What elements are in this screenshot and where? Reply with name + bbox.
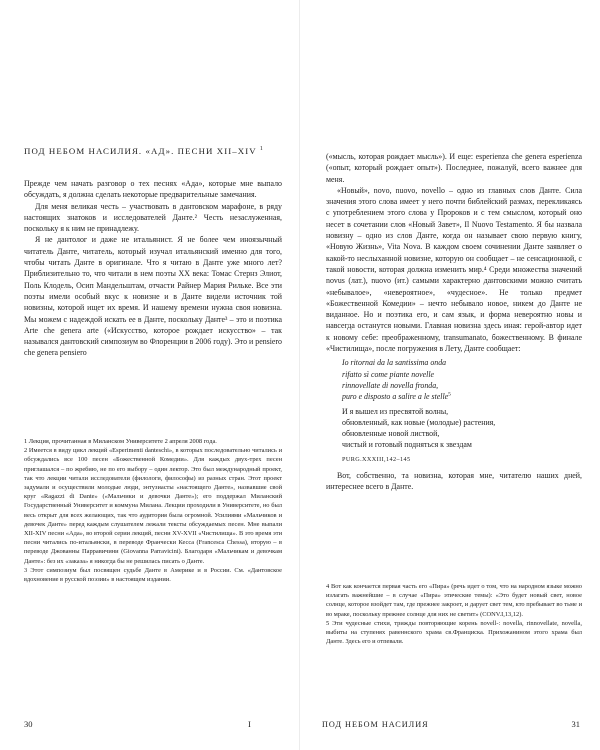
left-footnotes [24, 437, 282, 584]
verse-line: Io ritornai da la santissima onda [342, 358, 447, 368]
verse-line: puro e disposto a salire a le stelle [342, 392, 449, 402]
heading-footnote-ref: 1 [259, 146, 263, 153]
right-page [300, 0, 600, 750]
running-head: ПОД НЕБОМ НАСИЛИЯ [322, 720, 429, 729]
verse-footnote-ref: 5 [448, 391, 451, 398]
footnote: 3 Этот симпозиум был посвящен судьбе Данте в Америке и в России. См. «Дантовское вдохновение в русской поэзии» в настоящем издании. [24, 566, 282, 584]
right-body-text [326, 151, 582, 493]
verse-line: обновленные новой листвой, [342, 429, 440, 439]
page-number: 30 [24, 719, 33, 729]
verse-line: rifatto sì come piante novelle [342, 369, 435, 379]
paragraph: Прежде чем начать разговор о тех песнях «Ада», которые мне выпало обсуждать, я должна сделать некоторые предварительные замечания. [24, 179, 282, 200]
verse-line: И я вышел из пресвятой волны, [342, 406, 449, 416]
verse-line: rinnovellate di novella fronda, [342, 380, 439, 390]
footnote: 5 Эти чудесные стихи, трижды повторяющие корень novell-: novella, rinnovellate, novella, выбиты на ступенях равеннского храма св.Франциска. Прихожанином этого храма был Данте. Здесь его и отпевали. [326, 619, 582, 646]
paragraph: («мысль, которая рождает мысль»). И еще: esperienza che genera esperienza («опыт, который рождает опыт»). Последнее, пожалуй, всего важнее для меня. [326, 152, 582, 184]
page-number: 31 [571, 719, 580, 729]
verse-line: чистый и готовый подняться к звездам [342, 440, 472, 450]
footnote: 4 Вот как кончается первая часть его «Пира» (речь идет о том, что на народном языке можно излагать важнейшие – в случае «Пира» этические темы): «Это будет новый свет, новое солнце, которое взойдет там, где прежнее закроет, и дарует свет тем, кто пребывает во тьме и во мраке, поскольку прежнее солнце для них не светит» (CONV.I,13,12). [326, 583, 582, 618]
footnote: 1 Лекция, прочитанная в Миланском Университете 2 апреля 2008 года. [24, 438, 217, 445]
verse-line: обновленный, как новые (молодые) растения, [342, 417, 496, 427]
paragraph: Вот, собственно, та новизна, которая мне, читателю наших дней, интереснее всего в Данте. [326, 471, 582, 492]
verse-italian [342, 357, 582, 402]
verse-reference: PURG.XXXIII,142–145 [342, 455, 411, 463]
verse-russian [342, 406, 582, 451]
gutter-mark: I [248, 719, 251, 729]
paragraph: «Новый», novo, nuovo, novello – одно из главных слов Данте. Сила значения этого слова имеет у него почти библейский размах, перекликаясь с употреблением этого слова у Пророков и с тем смыслом, который оно несет в сочетании слов «Новый Завет», Il Nuovo Testamento. Я бы назвала новизну – одно из слов Данте, когда он называет свою первую книгу, «Новую Жизнь», Vita Nova. В каждом своем сочинении Данте заявляет о какой-то неслыханной новизне, которую он сообщает – не сенсационной, с такой новости, которая должна изменить мир.⁴ Среди множества значений novus (лат.), nuovo (ит.) самыми характерно дантовскими можно считать «небывалое», «невероятное», «чудесное». Не только предмет «Божественной Комедии» – нечто небывало новое, никем до Данте не виданное. Но и поэтика его, и сам язык, и форма невероятно новы и навсегда останутся новыми. Главная новизна здесь иная: герой-автор идет к новому себе: преображенному, transumanato, божественному. В финале «Чистилища», после погружения в Лету, Данте сообщает: [326, 185, 582, 354]
paragraph: Я не дантолог и даже не итальянист. Я не более чем иноязычный читатель Данте, читатель, который изучал итальянский именно для того, чтобы читать Данте в оригинале. Что я читаю в Данте уже много лет? Приблизительно то, что читали в нем поэты XX века: Томас Стернз Элиот, Поль Клодель, Осип Мандельштам, отчасти Райнер Мария Рильке. Все эти поэты имели особый вкус к новизне и в Данте видели источник той новизны, которой ищет их время. И нашему времени нужна своя новизна. Мы можем с надеждой искать ее в Данте, поскольку Данте³ – это и поэтика Arte che genera arte («Искусство, которое рождает искусство» – так назывался дантовский симпозиум во Флоренции в 2006 году). Это и pensiero che genera pensiero [24, 235, 282, 358]
right-footnotes [326, 582, 582, 646]
footnote: 2 Имеется в виду цикл лекций «Esperimenti danteschi», в которых последовательно читались и обсуждались все 100 песен «Божественной Комедии». Для каждых двух-трех песен приглашался – по жребию, не по его выбору – один лектор. Это был международный проект, так что лекции читали исследователи (филологи, философы) из разных стран. Этот проект задумали и осуществили молодые люди, энтузиасты «настоящего Данте», назвавшие свой круг «Ragazzi di Dante» («Мальчики и девочки Данте»); его поддержал Миланский Государственный Университет и коммуна Милана. Лекции проходили в Университете, но был весь открыт для всех желающих, так что аудитория была огромной. Усилиями «Мальчиков и девочек Данте» перед каждым слушателем лежали тексты обсуждаемых песен. Мне выпали XII-XIV песни «Ада», во второй серии лекций, песни XV-XVII «Чистилища». В это время эти песни читались по-итальянски, в переводе Франчески Кесса (Francesca Chessa), вторую – в переводе Джованны Парравичини (Giovanna Parravicini). Благодаря «Мальчикам и девочкам Данте»: без их «заказа» я никогда бы не решилась писать о Данте. [24, 447, 282, 565]
chapter-heading: ПОД НЕБОМ НАСИЛИЯ. «АД». ПЕСНИ XII–XIV $^1$ [24, 146, 263, 156]
left-body-text [24, 178, 282, 359]
paragraph: Для меня великая честь – участвовать в дантовском марафоне, в ряду настоящих знатоков и исследователей Данте.² Честь незаслуженная, поскольку я к ним не принадлежу. [24, 201, 282, 234]
